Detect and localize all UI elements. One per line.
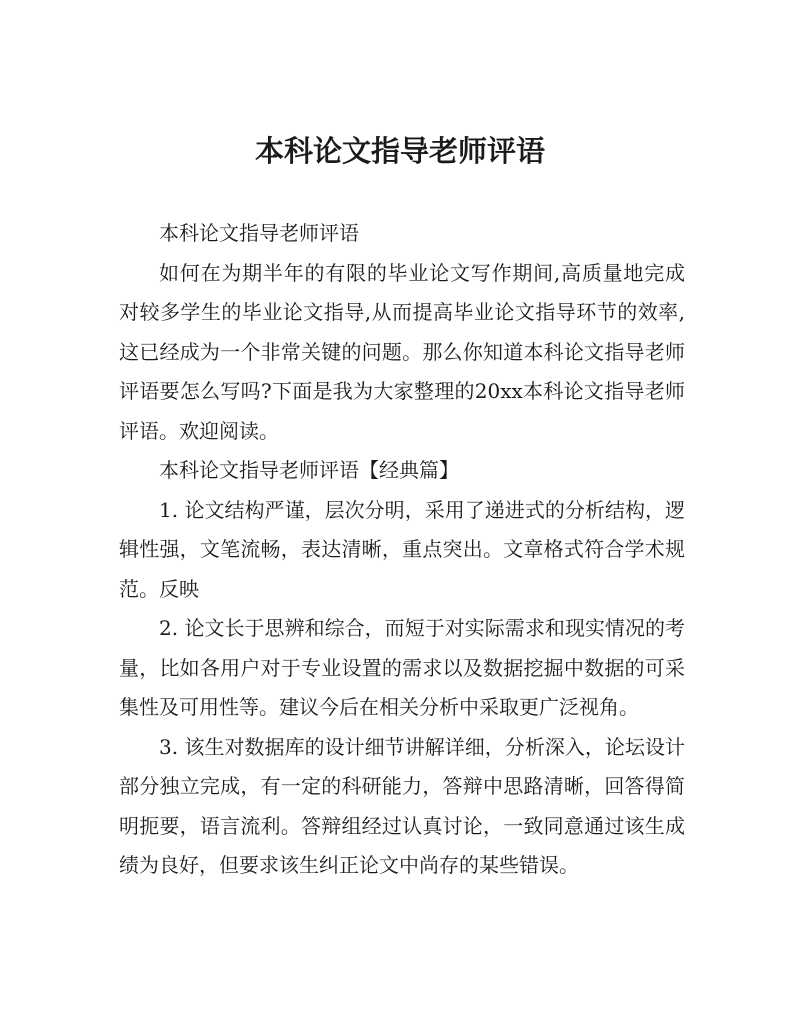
document-title: 本科论文指导老师评语 [254, 134, 545, 168]
document-body [119, 214, 685, 886]
paragraph-comment-3: 3. 该生对数据库的设计细节讲解详细，分析深入，论坛设计部分独立完成，有一定的科研能力，答辩中思路清晰，回答得简明扼要，语言流利。答辩组经过认真讨论，一致同意通过该生成绩为良好，但要求该生纠正论文中尚存的某些错误。 [119, 734, 685, 877]
paragraph-subtitle: 本科论文指导老师评语 [159, 221, 359, 245]
paragraph-intro: 如何在为期半年的有限的毕业论文写作期间,高质量地完成对较多学生的毕业论文指导,从而提高毕业论文指导环节的效率,这已经成为一个非常关键的问题。那么你知道本科论文指导老师评语要怎么写吗?下面是我为大家整理的20xx本科论文指导老师评语。欢迎阅读。 [119, 260, 685, 443]
paragraph-comment-2: 2. 论文长于思辨和综合，而短于对实际需求和现实情况的考量，比如各用户对于专业设置的需求以及数据挖掘中数据的可采集性及可用性等。建议今后在相关分析中采取更广泛视角。 [119, 616, 685, 719]
paragraph-comment-1: 1. 论文结构严谨，层次分明，采用了递进式的分析结构，逻辑性强，文笔流畅，表达清晰，重点突出。文章格式符合学术规范。反映 [119, 497, 685, 601]
paragraph-section-heading: 本科论文指导老师评语【经典篇】 [159, 458, 459, 482]
